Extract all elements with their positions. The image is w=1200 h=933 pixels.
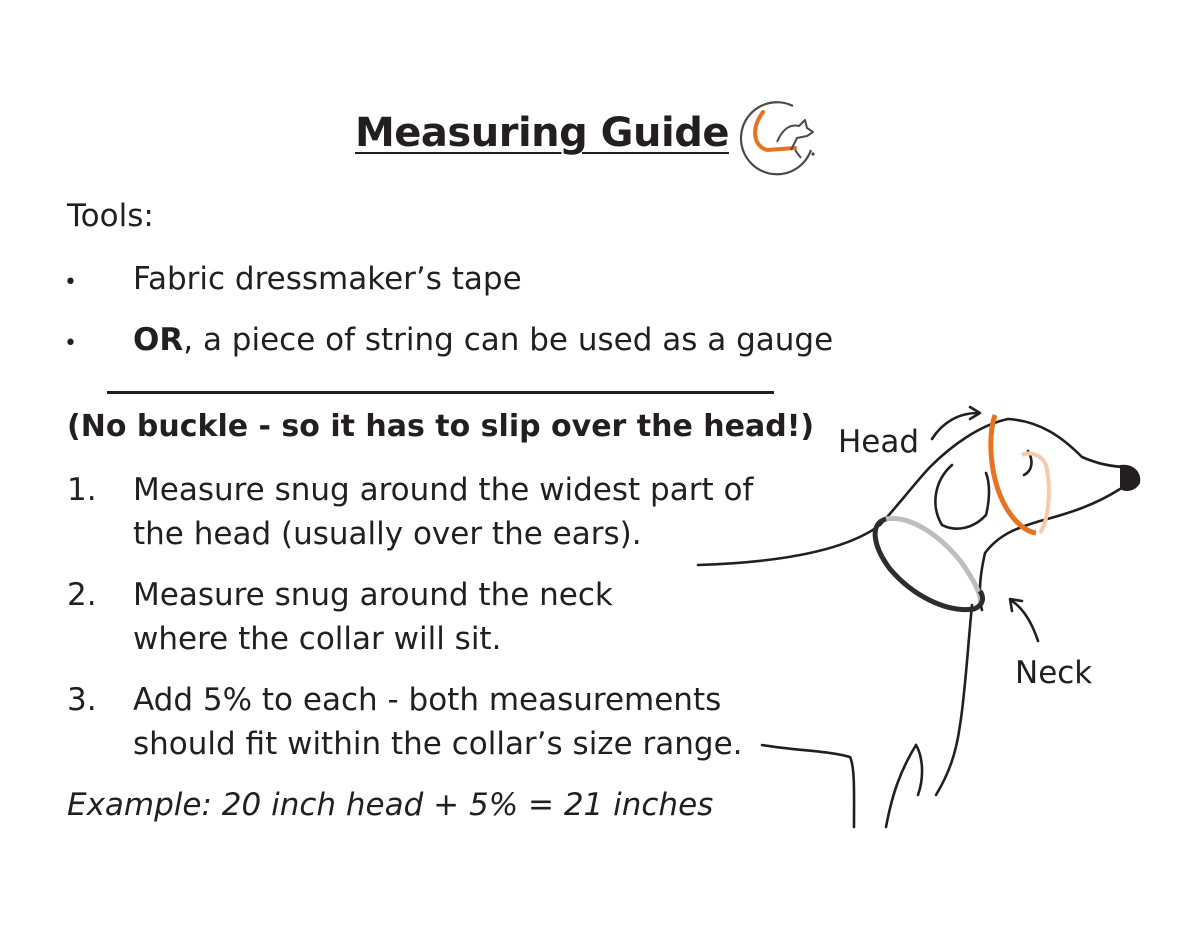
no-buckle-note: (No buckle - so it has to slip over the head!) xyxy=(67,409,815,444)
step-text: Add 5% to each - both measurements xyxy=(133,682,722,718)
page-title: Measuring Guide xyxy=(355,110,729,156)
tools-item-tape: Fabric dressmaker’s tape xyxy=(133,261,522,297)
tools-heading: Tools: xyxy=(67,198,154,234)
step-text: the head (usually over the ears). xyxy=(133,516,642,552)
step-number: 1. xyxy=(67,472,97,508)
head-label: Head xyxy=(838,424,920,460)
tools-item-string xyxy=(133,321,833,360)
dog-logo-icon xyxy=(733,98,819,178)
step-number: 3. xyxy=(67,682,97,718)
step-text: should fit within the collar’s size range. xyxy=(133,726,743,762)
bullet-dot: • xyxy=(64,270,77,295)
step-text: Measure snug around the neck xyxy=(133,577,613,613)
tools-item-string-text: , a piece of string can be used as a gauge xyxy=(183,322,834,358)
neck-label: Neck xyxy=(1015,655,1093,691)
dog-illustration xyxy=(690,395,1160,835)
tools-item-or: OR xyxy=(133,322,184,358)
step-text: Measure snug around the widest part of xyxy=(133,472,754,508)
example-text: Example: 20 inch head + 5% = 21 inches xyxy=(67,787,714,823)
bullet-dot: • xyxy=(64,331,77,356)
step-number: 2. xyxy=(67,577,97,613)
divider xyxy=(107,391,774,394)
step-text: where the collar will sit. xyxy=(133,621,502,657)
